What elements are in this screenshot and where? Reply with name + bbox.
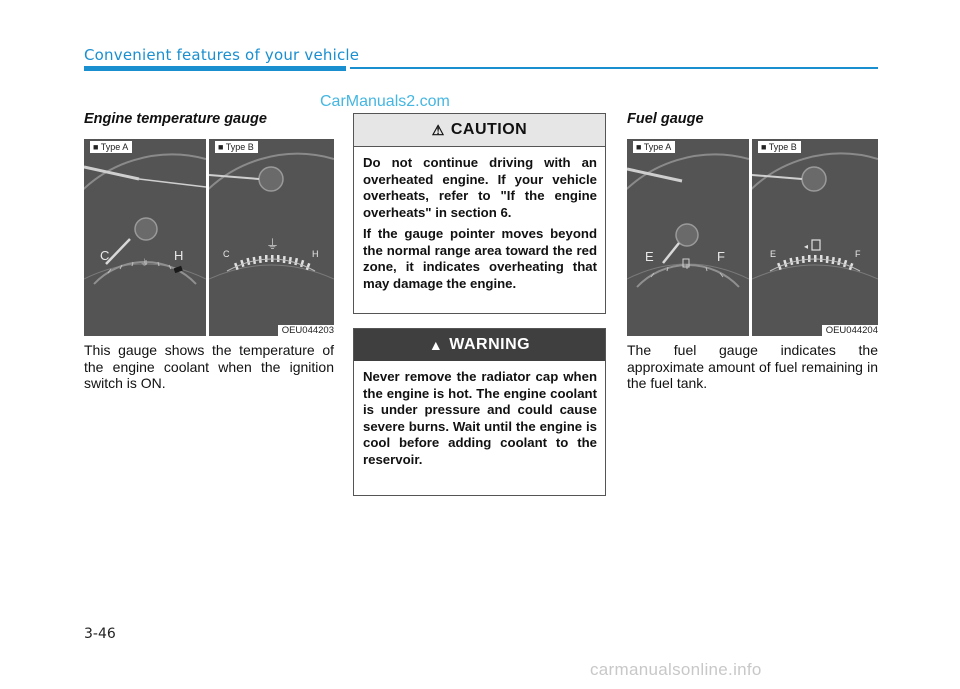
fuel-gauge-body: The fuel gauge indicates the approximate amount of fuel remaining in the fuel tank. bbox=[627, 342, 878, 391]
warning-header bbox=[354, 329, 605, 361]
caution-title: CAUTION bbox=[450, 121, 528, 138]
temp-gauge-a-icon bbox=[84, 139, 206, 336]
fuel-a-f-mark: F bbox=[717, 249, 725, 264]
section-title: Convenient features of your vehicle bbox=[84, 46, 360, 64]
svg-text:⏚: ⏚ bbox=[140, 259, 150, 269]
fuel-gauge-heading: Fuel gauge bbox=[627, 111, 704, 127]
fuel-figure-code: OEU044204 bbox=[822, 325, 878, 336]
caution-body bbox=[354, 147, 605, 305]
caution-paragraph: If the gauge pointer moves beyond the normal range area toward the red zone, it indicates overheating that may damage the engine. bbox=[363, 226, 597, 291]
svg-text:◂: ◂ bbox=[804, 242, 809, 251]
caution-paragraph: Do not continue driving with an overheated engine. If your vehicle overheats, refer to "If the engine overheats" in section 6. bbox=[363, 155, 597, 220]
caution-box bbox=[353, 113, 606, 314]
bottom-watermark-link[interactable]: carmanualsonline.info bbox=[590, 660, 762, 679]
fuel-gauge-type-a bbox=[627, 139, 749, 336]
warning-paragraph: Never remove the radiator cap when the engine is hot. The engine coolant is under pressure and could cause severe burns. Wait until the engine is cool before adding coolant to the reservoir. bbox=[363, 369, 597, 467]
caution-header bbox=[354, 114, 605, 147]
temp-b-h-mark: H bbox=[312, 249, 319, 259]
fuel-a-e-mark: E bbox=[645, 249, 654, 264]
warning-triangle-icon: ▲ bbox=[428, 337, 444, 353]
engine-temp-body: This gauge shows the temperature of the engine coolant when the ignition switch is ON. bbox=[84, 342, 334, 391]
temp-a-h-mark: H bbox=[174, 248, 184, 263]
svg-text:⏚: ⏚ bbox=[266, 238, 280, 253]
engine-temp-heading: Engine temperature gauge bbox=[84, 111, 267, 127]
temp-type-b-label: ■ Type B bbox=[215, 141, 258, 153]
temp-a-c-mark: C bbox=[100, 248, 110, 263]
header-rule-thin bbox=[350, 67, 878, 69]
caution-triangle-icon: ⚠ bbox=[431, 121, 445, 138]
warning-box bbox=[353, 328, 606, 496]
fuel-gauge-b-icon bbox=[752, 139, 878, 336]
fuel-type-a-label: ■ Type A bbox=[633, 141, 675, 153]
fuel-type-b-label: ■ Type B bbox=[758, 141, 801, 153]
temp-b-c-mark: C bbox=[223, 249, 230, 259]
temp-gauge-type-a bbox=[84, 139, 206, 336]
engine-temp-figure bbox=[84, 139, 334, 336]
temp-type-a-label: ■ Type A bbox=[90, 141, 132, 153]
top-watermark-link[interactable]: CarManuals2.com bbox=[320, 93, 450, 110]
fuel-gauge-figure bbox=[627, 139, 878, 336]
header-rule-thick bbox=[84, 66, 346, 71]
warning-body bbox=[354, 361, 605, 481]
temp-gauge-type-b bbox=[209, 139, 334, 336]
fuel-gauge-type-b bbox=[752, 139, 878, 336]
fuel-b-f-mark: F bbox=[855, 249, 861, 259]
page-number: 3-46 bbox=[84, 626, 116, 642]
fuel-b-e-mark: E bbox=[770, 249, 777, 259]
fuel-gauge-a-icon bbox=[627, 139, 749, 336]
temp-gauge-b-icon bbox=[209, 139, 334, 336]
temp-figure-code: OEU044203 bbox=[278, 325, 334, 336]
warning-title: WARNING bbox=[449, 336, 531, 353]
